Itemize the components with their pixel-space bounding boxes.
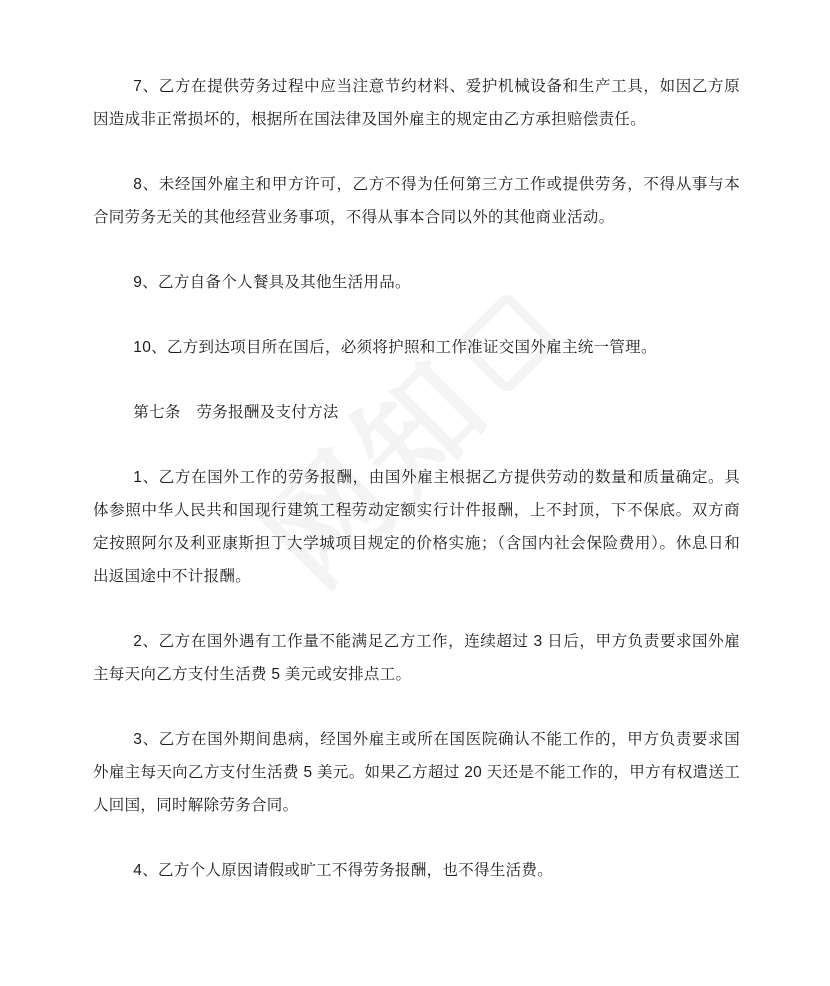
paragraph: 8、未经国外雇主和甲方许可，乙方不得为任何第三方工作或提供劳务，不得从事与本合同劳务无关的其他经营业务事项，不得从事本合同以外的其他商业活动。 (93, 176, 740, 226)
paragraph: 3、乙方在国外期间患病，经国外雇主或所在国医院确认不能工作的，甲方负责要求国外雇主每天向乙方支付生活费 5 美元。如果乙方超过 20 天还是不能工作的，甲方有权遣送工人回国，同时解除劳务合同。 (93, 731, 740, 814)
paragraph: 10、乙方到达项目所在国后，必须将护照和工作准证交国外雇主统一管理。 (133, 339, 657, 356)
paragraph: 9、乙方自备个人餐具及其他生活用品。 (133, 274, 411, 291)
paragraph: 2、乙方在国外遇有工作量不能满足乙方工作，连续超过 3 日后，甲方负责要求国外雇主每天向乙方支付生活费 5 美元或安排点工。 (93, 633, 740, 683)
paragraph: 7、乙方在提供劳务过程中应当注意节约材料、爱护机械设备和生产工具，如因乙方原因造成非正常损坏的，根据所在国法律及国外雇主的规定由乙方承担赔偿责任。 (93, 78, 740, 128)
document-body (93, 70, 740, 887)
section-heading: 第七条 劳务报酬及支付方法 (133, 404, 339, 421)
paragraph: 4、乙方个人原因请假或旷工不得劳务报酬，也不得生活费。 (133, 862, 554, 879)
paragraph: 1、乙方在国外工作的劳务报酬，由国外雇主根据乙方提供劳动的数量和质量确定。具体参照中华人民共和国现行建筑工程劳动定额实行计件报酬，上不封顶，下不保底。双方商定按照阿尔及利亚康斯担丁大学城项目规定的价格实施；（含国内社会保险费用）。休息日和出返国途中不计报酬。 (93, 469, 740, 585)
